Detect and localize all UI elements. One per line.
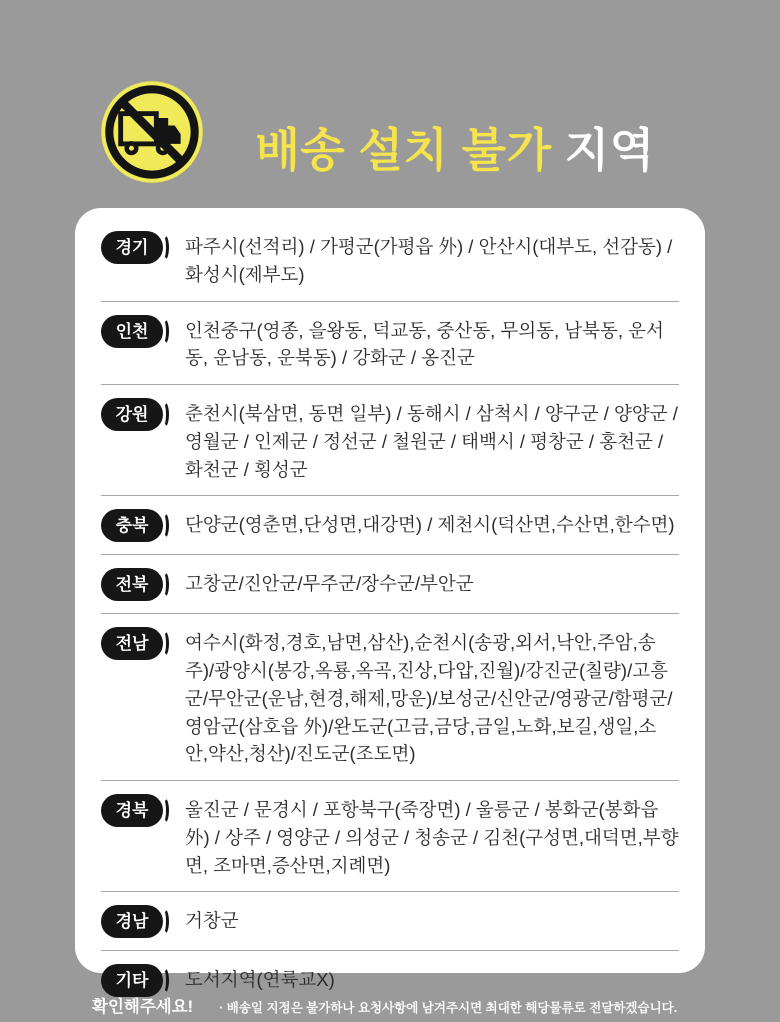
region-badge: 경남	[101, 905, 163, 938]
region-areas: 인천중구(영종, 을왕동, 덕교동, 중산동, 무의동, 남북동, 운서동, 운남동, 운북동) / 강화군 / 옹진군	[185, 319, 664, 369]
region-badge: 전남	[101, 627, 163, 660]
page-title-highlight: 배송 설치 불가	[255, 124, 552, 176]
footer-check-label: 확인해주세요!	[92, 998, 194, 1016]
region-row-gangwon	[101, 384, 679, 495]
region-row-gyeonggi	[101, 218, 679, 301]
badge-tail-arc	[159, 401, 169, 428]
badge-tail-arc	[159, 571, 169, 598]
region-badge: 경북	[101, 794, 163, 827]
region-areas: 파주시(선적리) / 가평군(가평읍 外) / 안산시(대부도, 선감동) / 화성시(제부도)	[185, 236, 673, 285]
footer-note: · 배송일 지정은 불가하나 요청사항에 남겨주시면 최대한 해당물류로 전달하겠습니다.	[219, 1001, 678, 1015]
badge-tail-arc	[159, 967, 169, 994]
region-badge-wrap	[101, 794, 169, 827]
region-badge-wrap	[101, 568, 169, 601]
region-badge: 기타	[101, 964, 163, 997]
region-areas: 단양군(영춘면,단성면,대강면) / 제천시(덕산면,수산면,한수면)	[185, 514, 675, 536]
region-badge: 강원	[101, 398, 163, 431]
region-areas: 거창군	[185, 910, 239, 932]
no-truck-icon	[98, 78, 206, 186]
region-row-jeonbuk	[101, 554, 679, 613]
badge-tail-arc	[159, 630, 169, 657]
badge-tail-arc	[159, 512, 169, 539]
region-badge-wrap	[101, 315, 169, 348]
region-badge: 전북	[101, 568, 163, 601]
header	[0, 0, 780, 208]
region-row-gyeongbuk	[101, 780, 679, 891]
region-row-jeonnam	[101, 613, 679, 780]
badge-tail-arc	[159, 234, 169, 261]
region-badge: 인천	[101, 315, 163, 348]
region-badge-wrap	[101, 398, 169, 431]
region-badge-wrap	[101, 905, 169, 938]
region-badge-wrap	[101, 627, 169, 660]
footer	[92, 993, 732, 1017]
page-title-rest: 지역	[551, 124, 655, 176]
region-row-gyeongnam	[101, 891, 679, 950]
region-areas: 고창군/진안군/무주군/장수군/부안군	[185, 573, 474, 595]
page-title	[225, 114, 685, 180]
region-row-incheon	[101, 301, 679, 385]
badge-tail-arc	[159, 797, 169, 824]
region-areas: 여수시(화정,경호,남면,삼산),순천시(송광,외서,낙안,주암,송주)/광양시(봉강,옥룡,옥곡,진상,다압,진월)/강진군(칠량)/고흥군/무안군(운남,현경,해제,망운)/보성군/신안군/영광군/함평군/영암군(삼호읍 外)/완도군(고금,금당,금일,노화,보길,생일,소안,약산,청산)/진도군(조도면)	[185, 632, 673, 765]
badge-tail-arc	[159, 318, 169, 345]
region-badge: 경기	[101, 231, 163, 264]
region-list-card	[75, 208, 705, 991]
region-areas: 도서지역(연륙교X)	[185, 969, 335, 991]
region-badge: 충북	[101, 509, 163, 542]
region-areas: 울진군 / 문경시 / 포항북구(죽장면) / 울릉군 / 봉화군(봉화읍 外) / 상주 / 영양군 / 의성군 / 청송군 / 김천(구성면,대덕면,부향면, 조마면,증산면,지례면)	[185, 799, 679, 876]
region-badge-wrap	[101, 231, 169, 264]
badge-tail-arc	[159, 908, 169, 935]
region-row-chungbuk	[101, 495, 679, 554]
region-badge-wrap	[101, 509, 169, 542]
region-areas: 춘천시(북삼면, 동면 일부) / 동해시 / 삼척시 / 양구군 / 양양군 / 영월군 / 인제군 / 정선군 / 철원군 / 태백시 / 평창군 / 홍천군 / 화천군 / 횡성군	[185, 403, 678, 480]
